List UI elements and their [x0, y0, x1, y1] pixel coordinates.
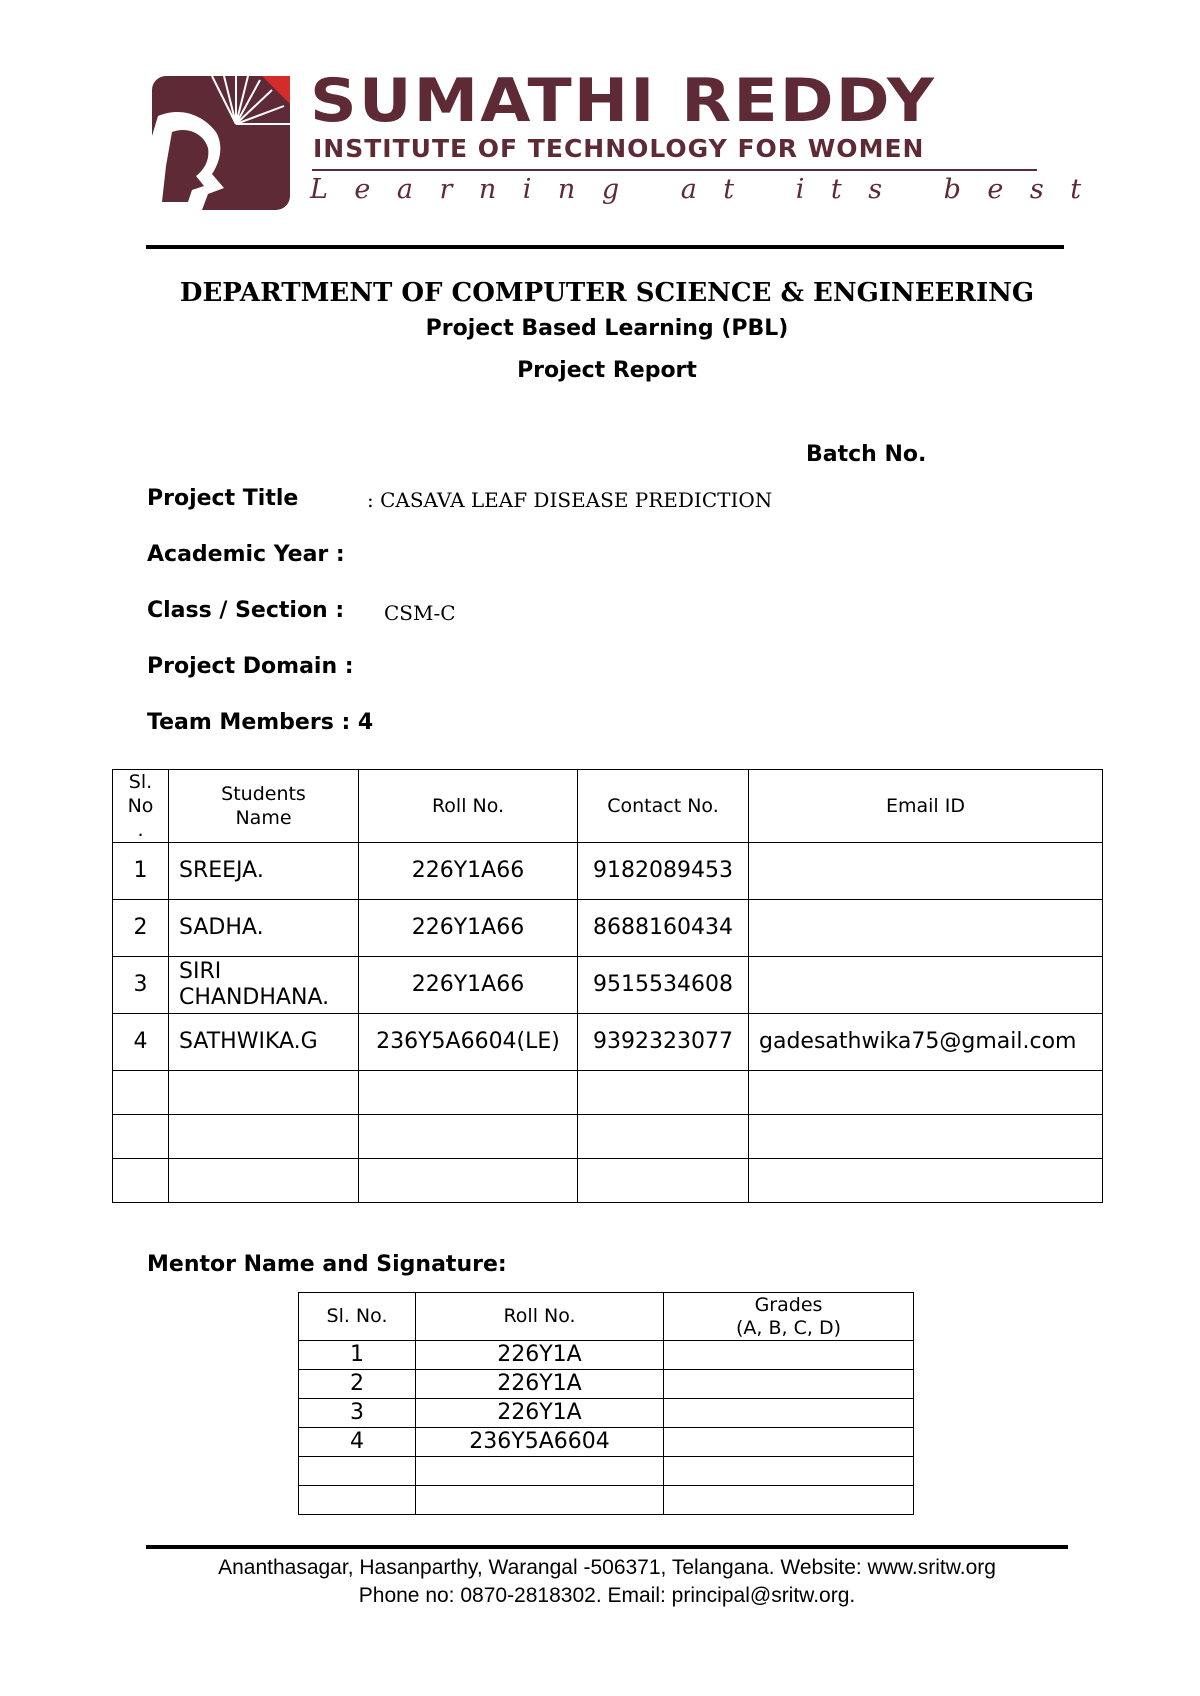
footer-contact: Phone no: 0870-2818302. Email: principal@sritw.org.	[358, 1584, 856, 1607]
batch-label: Batch No.	[806, 442, 927, 467]
report-title: Project Report	[517, 358, 697, 383]
cell-email	[749, 900, 1103, 957]
project-domain-label: Project Domain :	[147, 654, 354, 679]
grades-row	[299, 1341, 914, 1370]
program-title: Project Based Learning (PBL)	[425, 316, 789, 341]
cell-name: SADHA.	[169, 900, 359, 957]
cell-email: gadesathwika75@gmail.com	[749, 1014, 1103, 1071]
table-row	[113, 1014, 1103, 1071]
grades-row	[299, 1399, 914, 1428]
cell-sl: 4	[113, 1014, 169, 1071]
grades-cell-sl: 2	[299, 1370, 416, 1399]
cell-roll: 226Y1A66	[359, 900, 578, 957]
class-section-label: Class / Section :	[147, 598, 345, 623]
header-divider	[146, 245, 1064, 249]
grades-cell-grade	[664, 1428, 914, 1457]
grades-cell-sl: 3	[299, 1399, 416, 1428]
cell-contact: 9515534608	[578, 957, 749, 1014]
cell-name: SIRI CHANDHANA.	[169, 957, 359, 1014]
grades-cell-roll: 226Y1A	[416, 1341, 664, 1370]
grades-cell-roll: 236Y5A6604	[416, 1428, 664, 1457]
grades-row-empty	[299, 1457, 914, 1486]
grades-row	[299, 1370, 914, 1399]
cell-name: SATHWIKA.G	[169, 1014, 359, 1071]
cell-sl: 3	[113, 957, 169, 1014]
project-title-value: : CASAVA LEAF DISEASE PREDICTION	[367, 488, 773, 512]
grades-cell-grade	[664, 1370, 914, 1399]
column-header-contact: Contact No.	[578, 770, 749, 843]
cell-roll: 226Y1A66	[359, 957, 578, 1014]
institution-name: SUMATHI REDDY	[310, 66, 937, 136]
grades-table	[298, 1292, 914, 1515]
column-header-name: Students Name	[169, 770, 359, 843]
grades-header-roll: Roll No.	[416, 1293, 664, 1341]
table-row-empty	[113, 1115, 1103, 1159]
table-header-row	[113, 770, 1103, 843]
team-members-table	[112, 769, 1103, 1203]
column-header-email: Email ID	[749, 770, 1103, 843]
cell-roll: 236Y5A6604(LE)	[359, 1014, 578, 1071]
grades-row	[299, 1428, 914, 1457]
grades-cell-roll: 226Y1A	[416, 1399, 664, 1428]
grades-cell-sl: 4	[299, 1428, 416, 1457]
grades-row-empty	[299, 1486, 914, 1515]
footer-address: Ananthasagar, Hasanparthy, Warangal -506371, Telangana. Website: www.sritw.org	[218, 1556, 996, 1579]
academic-year-label: Academic Year :	[147, 542, 345, 567]
grades-cell-grade	[664, 1399, 914, 1428]
cell-sl: 2	[113, 900, 169, 957]
cell-contact: 8688160434	[578, 900, 749, 957]
column-header-sl: Sl. No .	[113, 770, 169, 843]
grades-cell-sl: 1	[299, 1341, 416, 1370]
institution-subtitle: INSTITUTE OF TECHNOLOGY FOR WOMEN	[313, 134, 925, 163]
class-section-value: CSM-C	[384, 601, 456, 625]
cell-email	[749, 843, 1103, 900]
grades-cell-roll: 226Y1A	[416, 1370, 664, 1399]
mentor-label: Mentor Name and Signature:	[147, 1252, 507, 1277]
brand-divider	[312, 169, 1037, 171]
cell-name: SREEJA.	[169, 843, 359, 900]
table-row	[113, 957, 1103, 1014]
cell-sl: 1	[113, 843, 169, 900]
grades-cell-grade	[664, 1341, 914, 1370]
table-row-empty	[113, 1071, 1103, 1115]
cell-contact: 9182089453	[578, 843, 749, 900]
table-row	[113, 900, 1103, 957]
column-header-roll: Roll No.	[359, 770, 578, 843]
footer-divider	[146, 1545, 1068, 1549]
team-members-label: Team Members : 4	[147, 710, 374, 735]
grades-header-grades: Grades (A, B, C, D)	[664, 1293, 914, 1341]
table-row-empty	[113, 1159, 1103, 1203]
table-row	[113, 843, 1103, 900]
cell-roll: 226Y1A66	[359, 843, 578, 900]
institution-tagline: Learning at its best	[310, 174, 1108, 205]
cell-email	[749, 957, 1103, 1014]
project-title-label: Project Title	[147, 486, 299, 511]
department-title: DEPARTMENT OF COMPUTER SCIENCE & ENGINEERING	[179, 278, 1035, 308]
grades-header-sl: Sl. No.	[299, 1293, 416, 1341]
institution-logo-emblem	[152, 76, 290, 210]
cell-contact: 9392323077	[578, 1014, 749, 1071]
grades-header-row	[299, 1293, 914, 1341]
